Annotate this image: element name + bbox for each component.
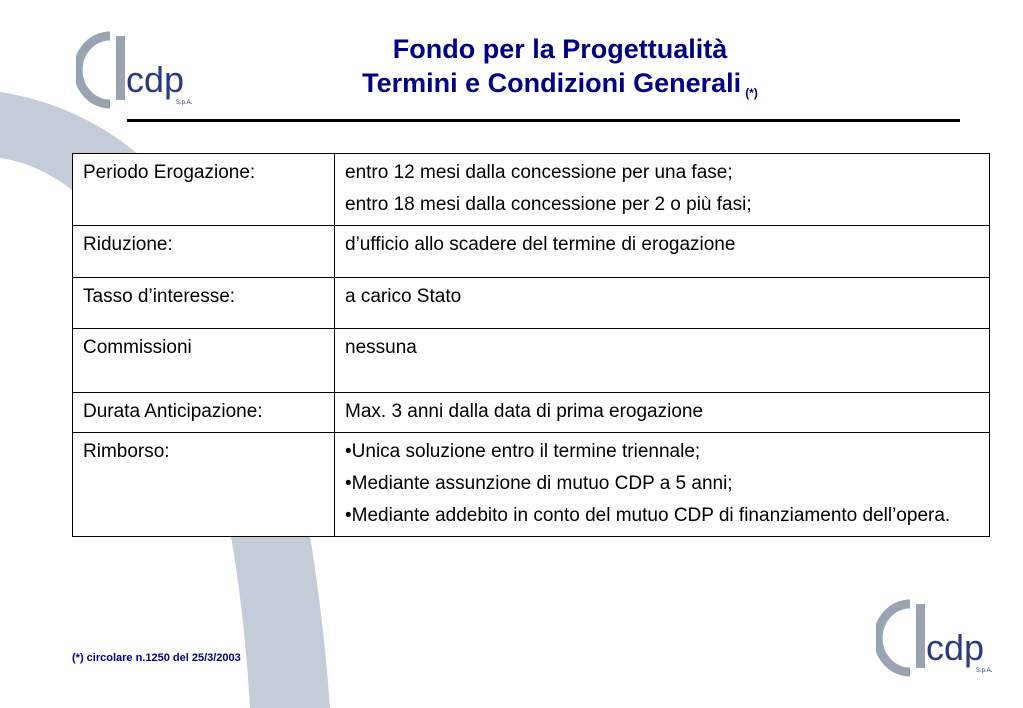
row-value — [335, 433, 990, 537]
table-row — [73, 154, 990, 226]
value-line: a carico Stato — [345, 286, 462, 307]
row-value — [335, 154, 990, 226]
row-label: Commissioni — [73, 329, 335, 393]
row-value — [335, 329, 990, 393]
value-line: entro 12 mesi dalla concessione per una fase; — [345, 162, 733, 183]
table-row — [73, 433, 990, 537]
cdp-logo-bottom — [876, 598, 996, 678]
row-label: Rimborso: — [73, 433, 335, 537]
value-line: •Mediante addebito in conto del mutuo CDP di finanziamento dell’opera. — [345, 505, 951, 526]
cdp-logo — [76, 30, 196, 110]
row-label: Riduzione: — [73, 226, 335, 278]
value-line: entro 18 mesi dalla concessione per 2 o più fasi; — [345, 194, 752, 215]
row-label: Durata Anticipazione: — [73, 393, 335, 433]
value-line: d’ufficio allo scadere del termine di erogazione — [345, 234, 736, 255]
terms-table — [72, 153, 990, 537]
title-line-1: Fondo per la Progettualità — [392, 34, 728, 64]
logo-text: cdp — [126, 59, 185, 100]
row-value — [335, 226, 990, 278]
row-label: Tasso d’interesse: — [73, 278, 335, 329]
value-line: Max. 3 anni dalla data di prima erogazione — [345, 401, 704, 422]
row-value — [335, 278, 990, 329]
value-line: nessuna — [345, 337, 417, 358]
page-title — [280, 32, 840, 100]
logo-suffix: S.p.A. — [976, 668, 993, 674]
table-row — [73, 393, 990, 433]
table-row — [73, 329, 990, 393]
table-row — [73, 226, 990, 278]
title-line-2: Termini e Condizioni Generali — [362, 68, 742, 98]
table-row — [73, 278, 990, 329]
value-line: •Mediante assunzione di mutuo CDP a 5 anni; — [345, 473, 733, 494]
logo-suffix: S.p.A. — [176, 100, 193, 106]
footnote: (*) circolare n.1250 del 25/3/2003 — [72, 652, 241, 664]
value-line: •Unica soluzione entro il termine triennale; — [345, 441, 701, 462]
logo-text: cdp — [926, 627, 985, 668]
row-value — [335, 393, 990, 433]
title-divider — [127, 119, 960, 122]
title-note: (*) — [745, 86, 758, 100]
row-label: Periodo Erogazione: — [73, 154, 335, 226]
